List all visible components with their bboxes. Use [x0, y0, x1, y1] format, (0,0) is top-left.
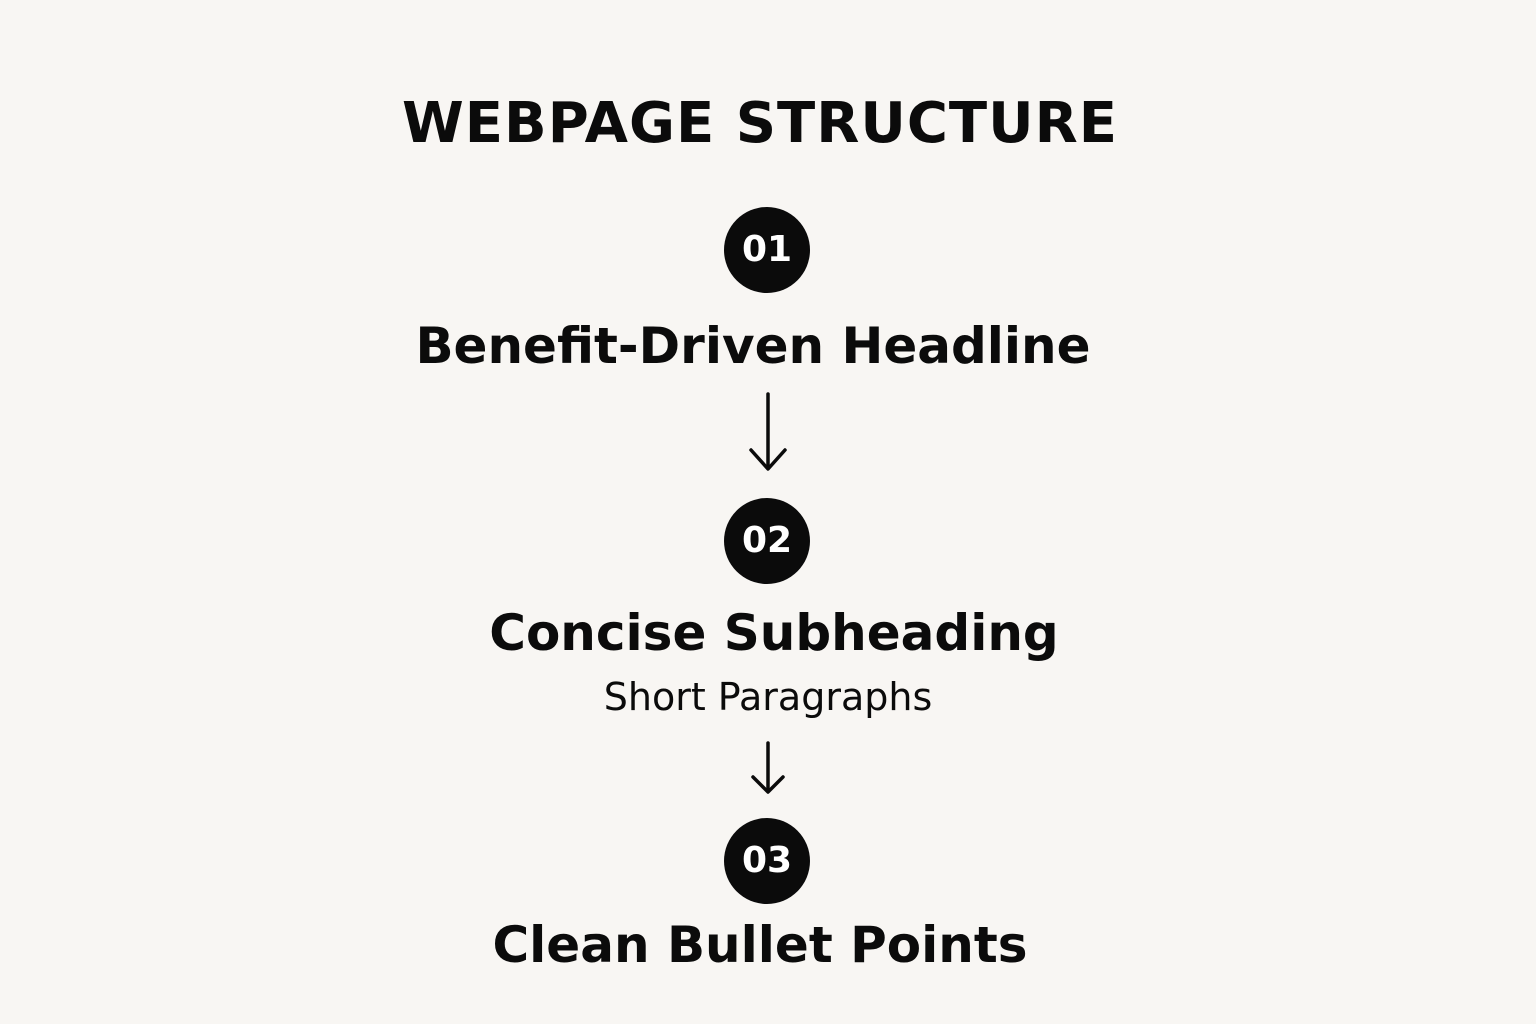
arrow-down-icon [746, 392, 790, 474]
step-number-badge-2: 02 [724, 498, 810, 584]
step-detail-2: Short Paragraphs [603, 675, 933, 719]
arrow-down-icon [749, 741, 787, 797]
step-label-3: Clean Bullet Points [492, 916, 1028, 974]
step-label-2: Concise Subheading [489, 604, 1059, 662]
step-number-badge-3: 03 [724, 818, 810, 904]
diagram-title: WEBPAGE STRUCTURE [402, 91, 1118, 156]
step-number-badge-1: 01 [724, 207, 810, 293]
step-label-1: Benefit-Driven Headline [415, 317, 1091, 375]
